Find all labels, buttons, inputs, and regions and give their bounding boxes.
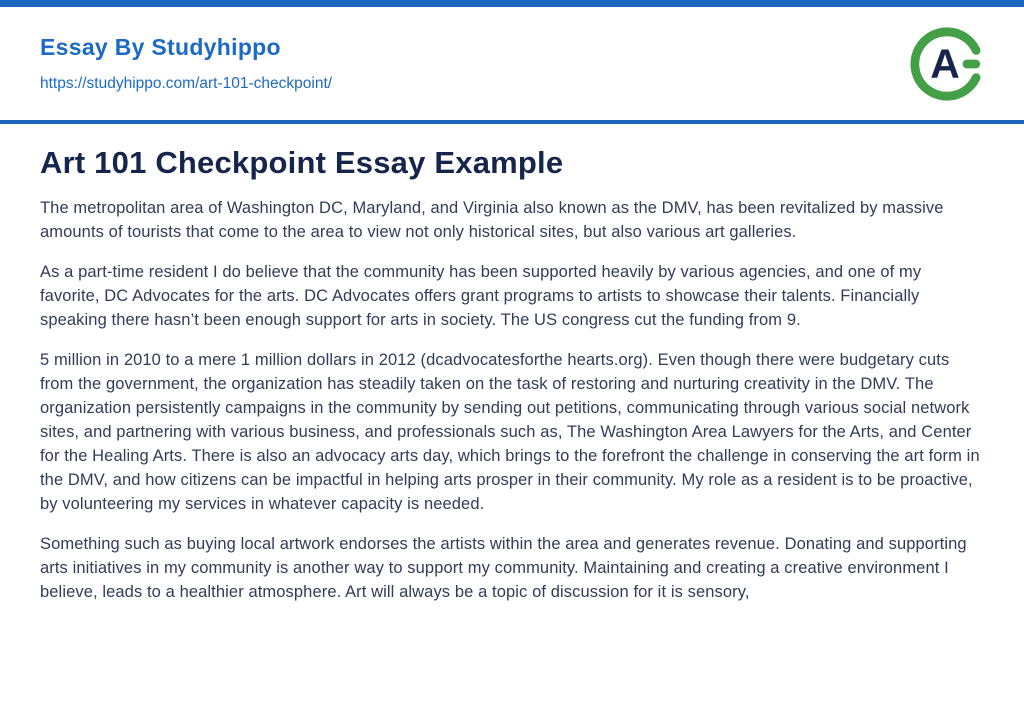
logo-circle-icon bbox=[908, 25, 986, 103]
essay-paragraph: Something such as buying local artwork endorses the artists within the area and generates revenue. Donating and supporting arts initiatives in my community is another way to support my community. Maintaining and creating a creative environment I believe, leads to a healthier atmosphere. Art will always be a topic of discussion for it is sensory, bbox=[40, 535, 967, 601]
logo-letter: A bbox=[930, 40, 960, 87]
page-url-link[interactable]: https://studyhippo.com/art-101-checkpoint/ bbox=[40, 75, 333, 92]
studyhippo-logo bbox=[908, 25, 986, 103]
essay-title: Art 101 Checkpoint Essay Example bbox=[40, 145, 564, 180]
essay-paragraph: The metropolitan area of Washington DC, Maryland, and Virginia also known as the DMV, has been revitalized by massive amounts of tourists that come to the area to view not only historical sites, but also various art galleries. bbox=[40, 199, 944, 241]
essay-paragraph: 5 million in 2010 to a mere 1 million dollars in 2012 (dcadvocatesforthe hearts.org). Even though there were budgetary cuts from the government, the organization has steadily taken on the task of restoring and nurturing creativity in the DMV. The organization persistently campaigns in the community by sending out petitions, communicating through various social network sites, and partnering with various business, and professionals such as, The Washington Area Lawyers for the Arts, and Center for the Healing Arts. There is also an advocacy arts day, which brings to the forefront the challenge in conserving the art form in the DMV, and how citizens can be impactful in helping arts prosper in their community. My role as a resident is to be proactive, by volunteering my services in whatever capacity is needed. bbox=[40, 351, 980, 513]
site-title: Essay By Studyhippo bbox=[40, 34, 281, 60]
header-text-block bbox=[40, 34, 332, 93]
logo-tail-bar bbox=[963, 59, 981, 68]
header bbox=[0, 7, 1024, 120]
top-accent-bar bbox=[0, 0, 1024, 7]
essay-paragraph: As a part-time resident I do believe that the community has been supported heavily by various agencies, and one of my favorite, DC Advocates for the arts. DC Advocates offers grant programs to artists to showcase their talents. Financially speaking there hasn’t been enough support for arts in society. The US congress cut the funding from 9. bbox=[40, 263, 922, 329]
essay-content bbox=[0, 124, 1024, 604]
